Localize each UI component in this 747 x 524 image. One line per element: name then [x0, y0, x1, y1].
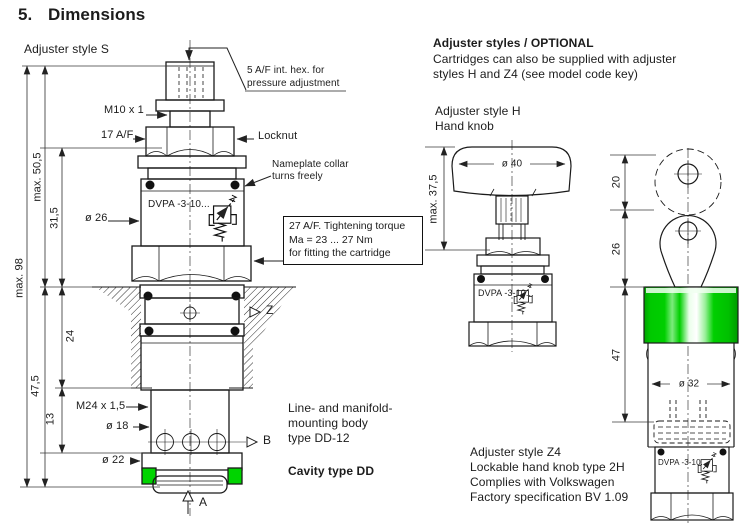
callout-nameplate-2: turns freely — [272, 171, 323, 182]
callout-dia-26: ø 26 — [85, 212, 108, 224]
model-label-z4: DVPA -3-10... — [658, 458, 708, 467]
dim-lower: 47,5 — [29, 375, 42, 397]
z4-caption-1: Adjuster style Z4 — [470, 445, 562, 459]
body-caption-1: Line- and manifold- — [288, 401, 393, 415]
optional-line2: styles H and Z4 (see model code key) — [433, 67, 639, 81]
section-title: Dimensions — [48, 5, 146, 24]
dim-adjust: 31,5 — [48, 207, 61, 229]
port-b-label: B — [263, 433, 272, 447]
z4-caption-4: Factory specification BV 1.09 — [470, 490, 629, 504]
torque-note-line1: 27 A/F. Tightening torque — [289, 220, 406, 232]
section-number: 5. — [18, 5, 33, 24]
style-h-label-2: Hand knob — [435, 119, 494, 133]
model-label-h: DVPA -3-10... — [478, 288, 534, 298]
dim-20: 20 — [610, 175, 623, 189]
cavity-caption: Cavity type DD — [288, 464, 375, 478]
callout-dia-22: ø 22 — [102, 454, 125, 466]
callout-locknut: Locknut — [258, 130, 298, 142]
torque-note-line3: for fitting the cartridge — [289, 247, 391, 259]
callout-thread-m24: M24 x 1,5 — [76, 400, 126, 412]
callout-pressure-hex-1: 5 A/F int. hex. for — [247, 65, 325, 76]
dim-overall: max. 98 — [13, 258, 26, 298]
model-label-s: DVPA -3-10... — [148, 199, 210, 210]
optional-heading: Adjuster styles / OPTIONAL — [433, 36, 594, 50]
dim-thread: 13 — [44, 412, 57, 426]
valve-style-h-drawing — [452, 140, 571, 352]
dim-max-375: max. 37,5 — [427, 174, 440, 224]
port-z-label: Z — [266, 303, 274, 317]
callout-dia-18: ø 18 — [106, 420, 129, 432]
callout-nameplate-1: Nameplate collar — [272, 159, 349, 170]
port-a-label: A — [199, 495, 208, 509]
dim-upper: max. 50,5 — [31, 152, 44, 202]
z4-caption-3: Complies with Volkswagen — [470, 475, 615, 489]
body-caption-3: type DD-12 — [288, 431, 350, 445]
style-h-label-1: Adjuster style H — [435, 104, 521, 118]
dim-47: 47 — [610, 348, 623, 362]
torque-note-box — [283, 216, 423, 265]
body-caption-2: mounting body — [288, 416, 369, 430]
callout-thread-top: M10 x 1 — [104, 104, 144, 116]
dim-26: 26 — [610, 242, 623, 256]
callout-pressure-hex-2: pressure adjustment — [247, 78, 340, 89]
dim-dia-40: ø 40 — [501, 158, 523, 170]
optional-line1: Cartridges can also be supplied with adjuster — [433, 52, 677, 66]
dim-dia-32: ø 32 — [678, 378, 700, 390]
dimension-lines-h — [425, 147, 565, 250]
callout-locknut-af: 17 A/F — [101, 129, 134, 141]
z4-caption-2: Lockable hand knob type 2H — [470, 460, 625, 474]
style-s-label: Adjuster style S — [24, 42, 109, 56]
dim-mid: 24 — [64, 329, 77, 343]
torque-note-line2: Ma = 23 ... 27 Nm — [289, 233, 373, 246]
